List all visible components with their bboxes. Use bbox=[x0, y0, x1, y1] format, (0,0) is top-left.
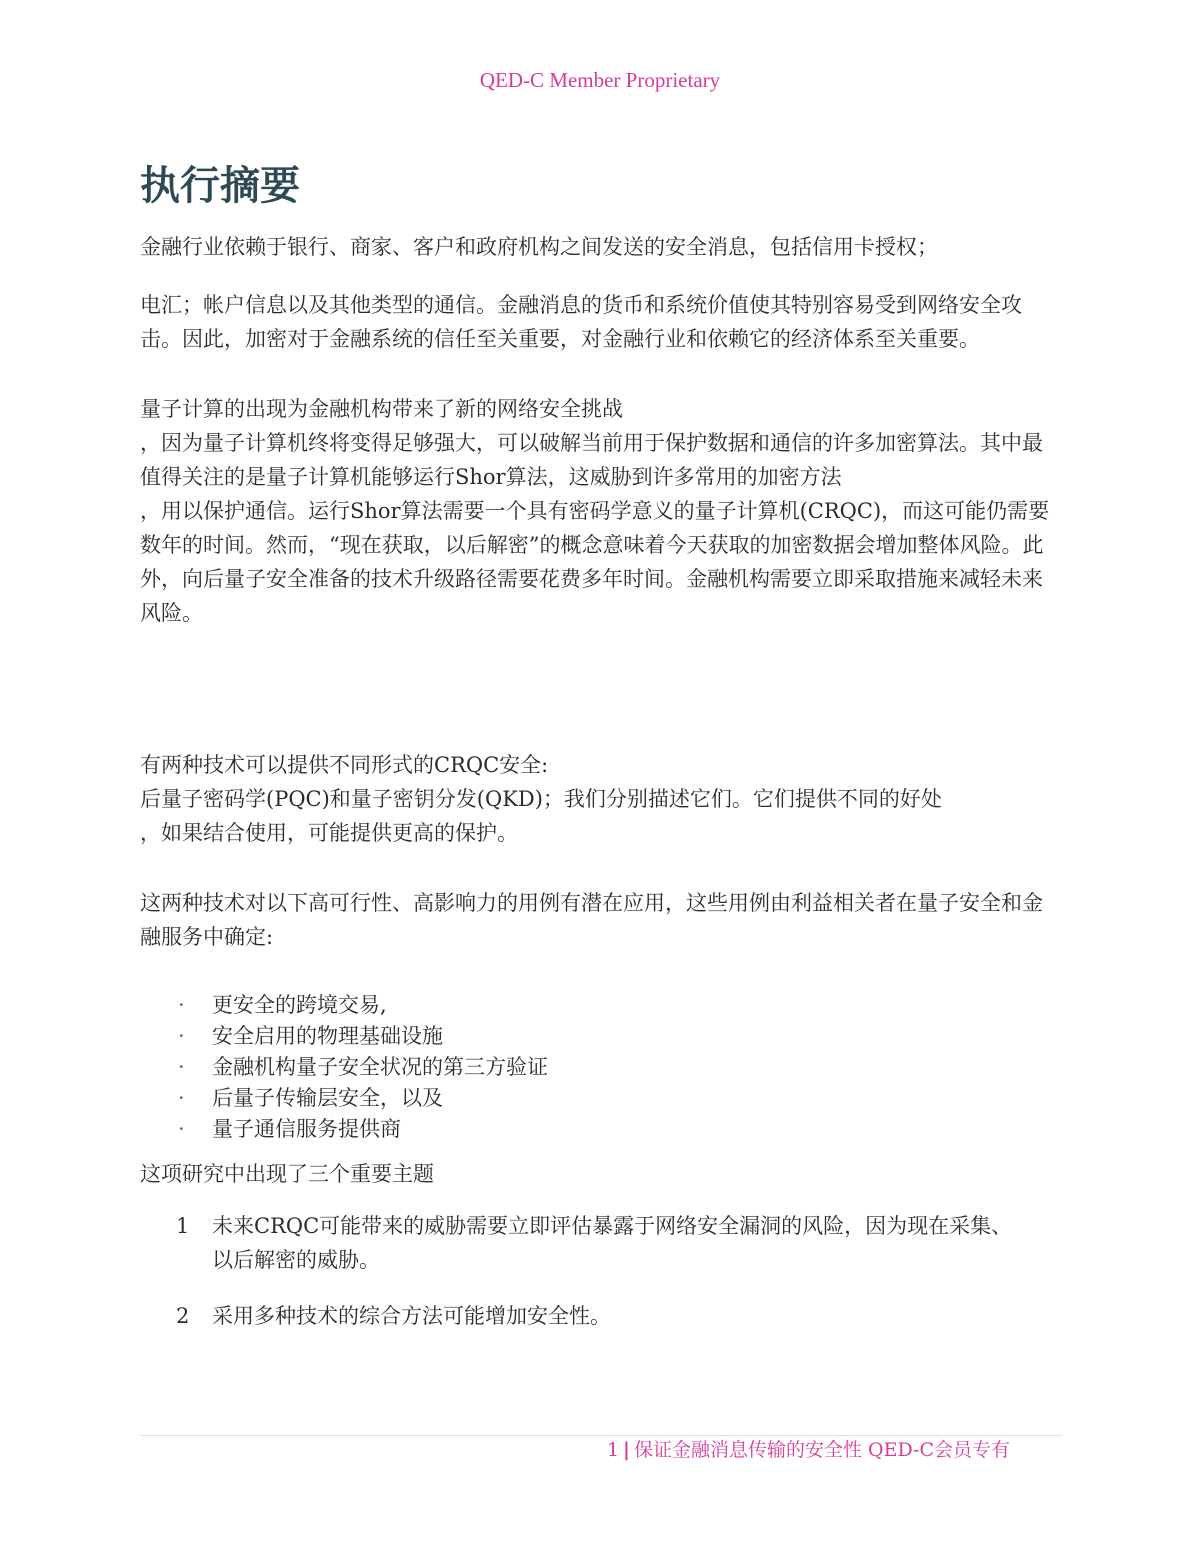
paragraph-4-line-3: ，如果结合使用，可能提供更高的保护。 bbox=[140, 821, 518, 845]
list-item bbox=[178, 1052, 1050, 1083]
paragraph-3-line-1: 量子计算的出现为金融机构带来了新的网络安全挑战 bbox=[140, 397, 623, 421]
themes-list bbox=[140, 1209, 1050, 1333]
paragraph-4-line-1: 有两种技术可以提供不同形式的CRQC安全: bbox=[140, 753, 549, 777]
list-item bbox=[178, 1114, 1050, 1145]
paragraph-3-line-3: ，用以保护通信。运行Shor算法需要一个具有密码学意义的量子计算机(CRQC)，而这可能仍需要数年的时间。然而，“现在获取，以后解密”的概念意味着今天获取的加密数据会增加整体风险。此外，向后量子安全准备的技术升级路径需要花费多年时间。金融机构需要立即采取措施来减轻未来风险。 bbox=[140, 499, 1050, 625]
paragraph-2: 电汇；帐户信息以及其他类型的通信。金融消息的货币和系统价值使其特别容易受到网络安全攻击。因此，加密对于金融系统的信任至关重要，对金融行业和依赖它的经济体系至关重要。 bbox=[140, 293, 1022, 351]
paragraph-4-line-2: 后量子密码学(PQC)和量子密钥分发(QKD)；我们分别描述它们。它们提供不同的好处 bbox=[140, 787, 942, 811]
list-item bbox=[178, 1083, 1050, 1114]
paragraph-3 bbox=[140, 392, 1050, 630]
use-case-list bbox=[140, 990, 1050, 1145]
page-footer bbox=[607, 1437, 1010, 1463]
theme-text: 未来CRQC可能带来的威胁需要立即评估暴露于网络安全漏洞的风险，因为现在采集、以后解密的威胁。 bbox=[212, 1214, 1013, 1272]
paragraph-3-line-2: ，因为量子计算机终将变得足够强大，可以破解当前用于保护数据和通信的许多加密算法。其中最值得关注的是量子计算机能够运行Shor算法，这威胁到许多常用的加密方法 bbox=[140, 431, 1043, 489]
footer-separator: | bbox=[623, 1439, 630, 1461]
footer-divider bbox=[140, 1435, 1062, 1436]
list-item bbox=[178, 990, 1050, 1021]
list-item-text: 安全启用的物理基础设施 bbox=[212, 1024, 443, 1048]
paragraph-4 bbox=[140, 748, 1050, 850]
list-item-text: 更安全的跨境交易, bbox=[212, 993, 387, 1017]
theme-item bbox=[176, 1299, 1050, 1333]
theme-text: 采用多种技术的综合方法可能增加安全性。 bbox=[212, 1304, 611, 1328]
list-item bbox=[178, 1021, 1050, 1052]
page-title: 执行摘要 bbox=[140, 163, 300, 209]
header-proprietary-label: QED-C Member Proprietary bbox=[479, 68, 721, 92]
footer-text: 保证金融消息传输的安全性 QED-C会员专有 bbox=[633, 1439, 1010, 1461]
bullet-marker: · bbox=[178, 1086, 185, 1110]
bullet-marker: · bbox=[178, 1117, 185, 1141]
paragraph-1: 金融行业依赖于银行、商家、客户和政府机构之间发送的安全消息，包括信用卡授权； bbox=[140, 235, 938, 259]
bullet-marker: · bbox=[178, 1055, 185, 1079]
document-body bbox=[140, 158, 1050, 1355]
paragraph-5: 这两种技术对以下高可行性、高影响力的用例有潜在应用，这些用例由利益相关者在量子安全和金融服务中确定: bbox=[140, 891, 1043, 949]
theme-number: 2 bbox=[176, 1304, 190, 1328]
list-item-text: 金融机构量子安全状况的第三方验证 bbox=[212, 1055, 548, 1079]
theme-item bbox=[176, 1209, 1050, 1277]
list-item-text: 量子通信服务提供商 bbox=[212, 1117, 401, 1141]
bullet-marker: · bbox=[178, 1024, 185, 1048]
theme-number: 1 bbox=[176, 1214, 190, 1238]
page-number: 1 bbox=[606, 1439, 620, 1461]
themes-intro: 这项研究中出现了三个重要主题 bbox=[140, 1162, 434, 1186]
list-item-text: 后量子传输层安全，以及 bbox=[212, 1086, 443, 1110]
bullet-marker: · bbox=[178, 993, 185, 1017]
